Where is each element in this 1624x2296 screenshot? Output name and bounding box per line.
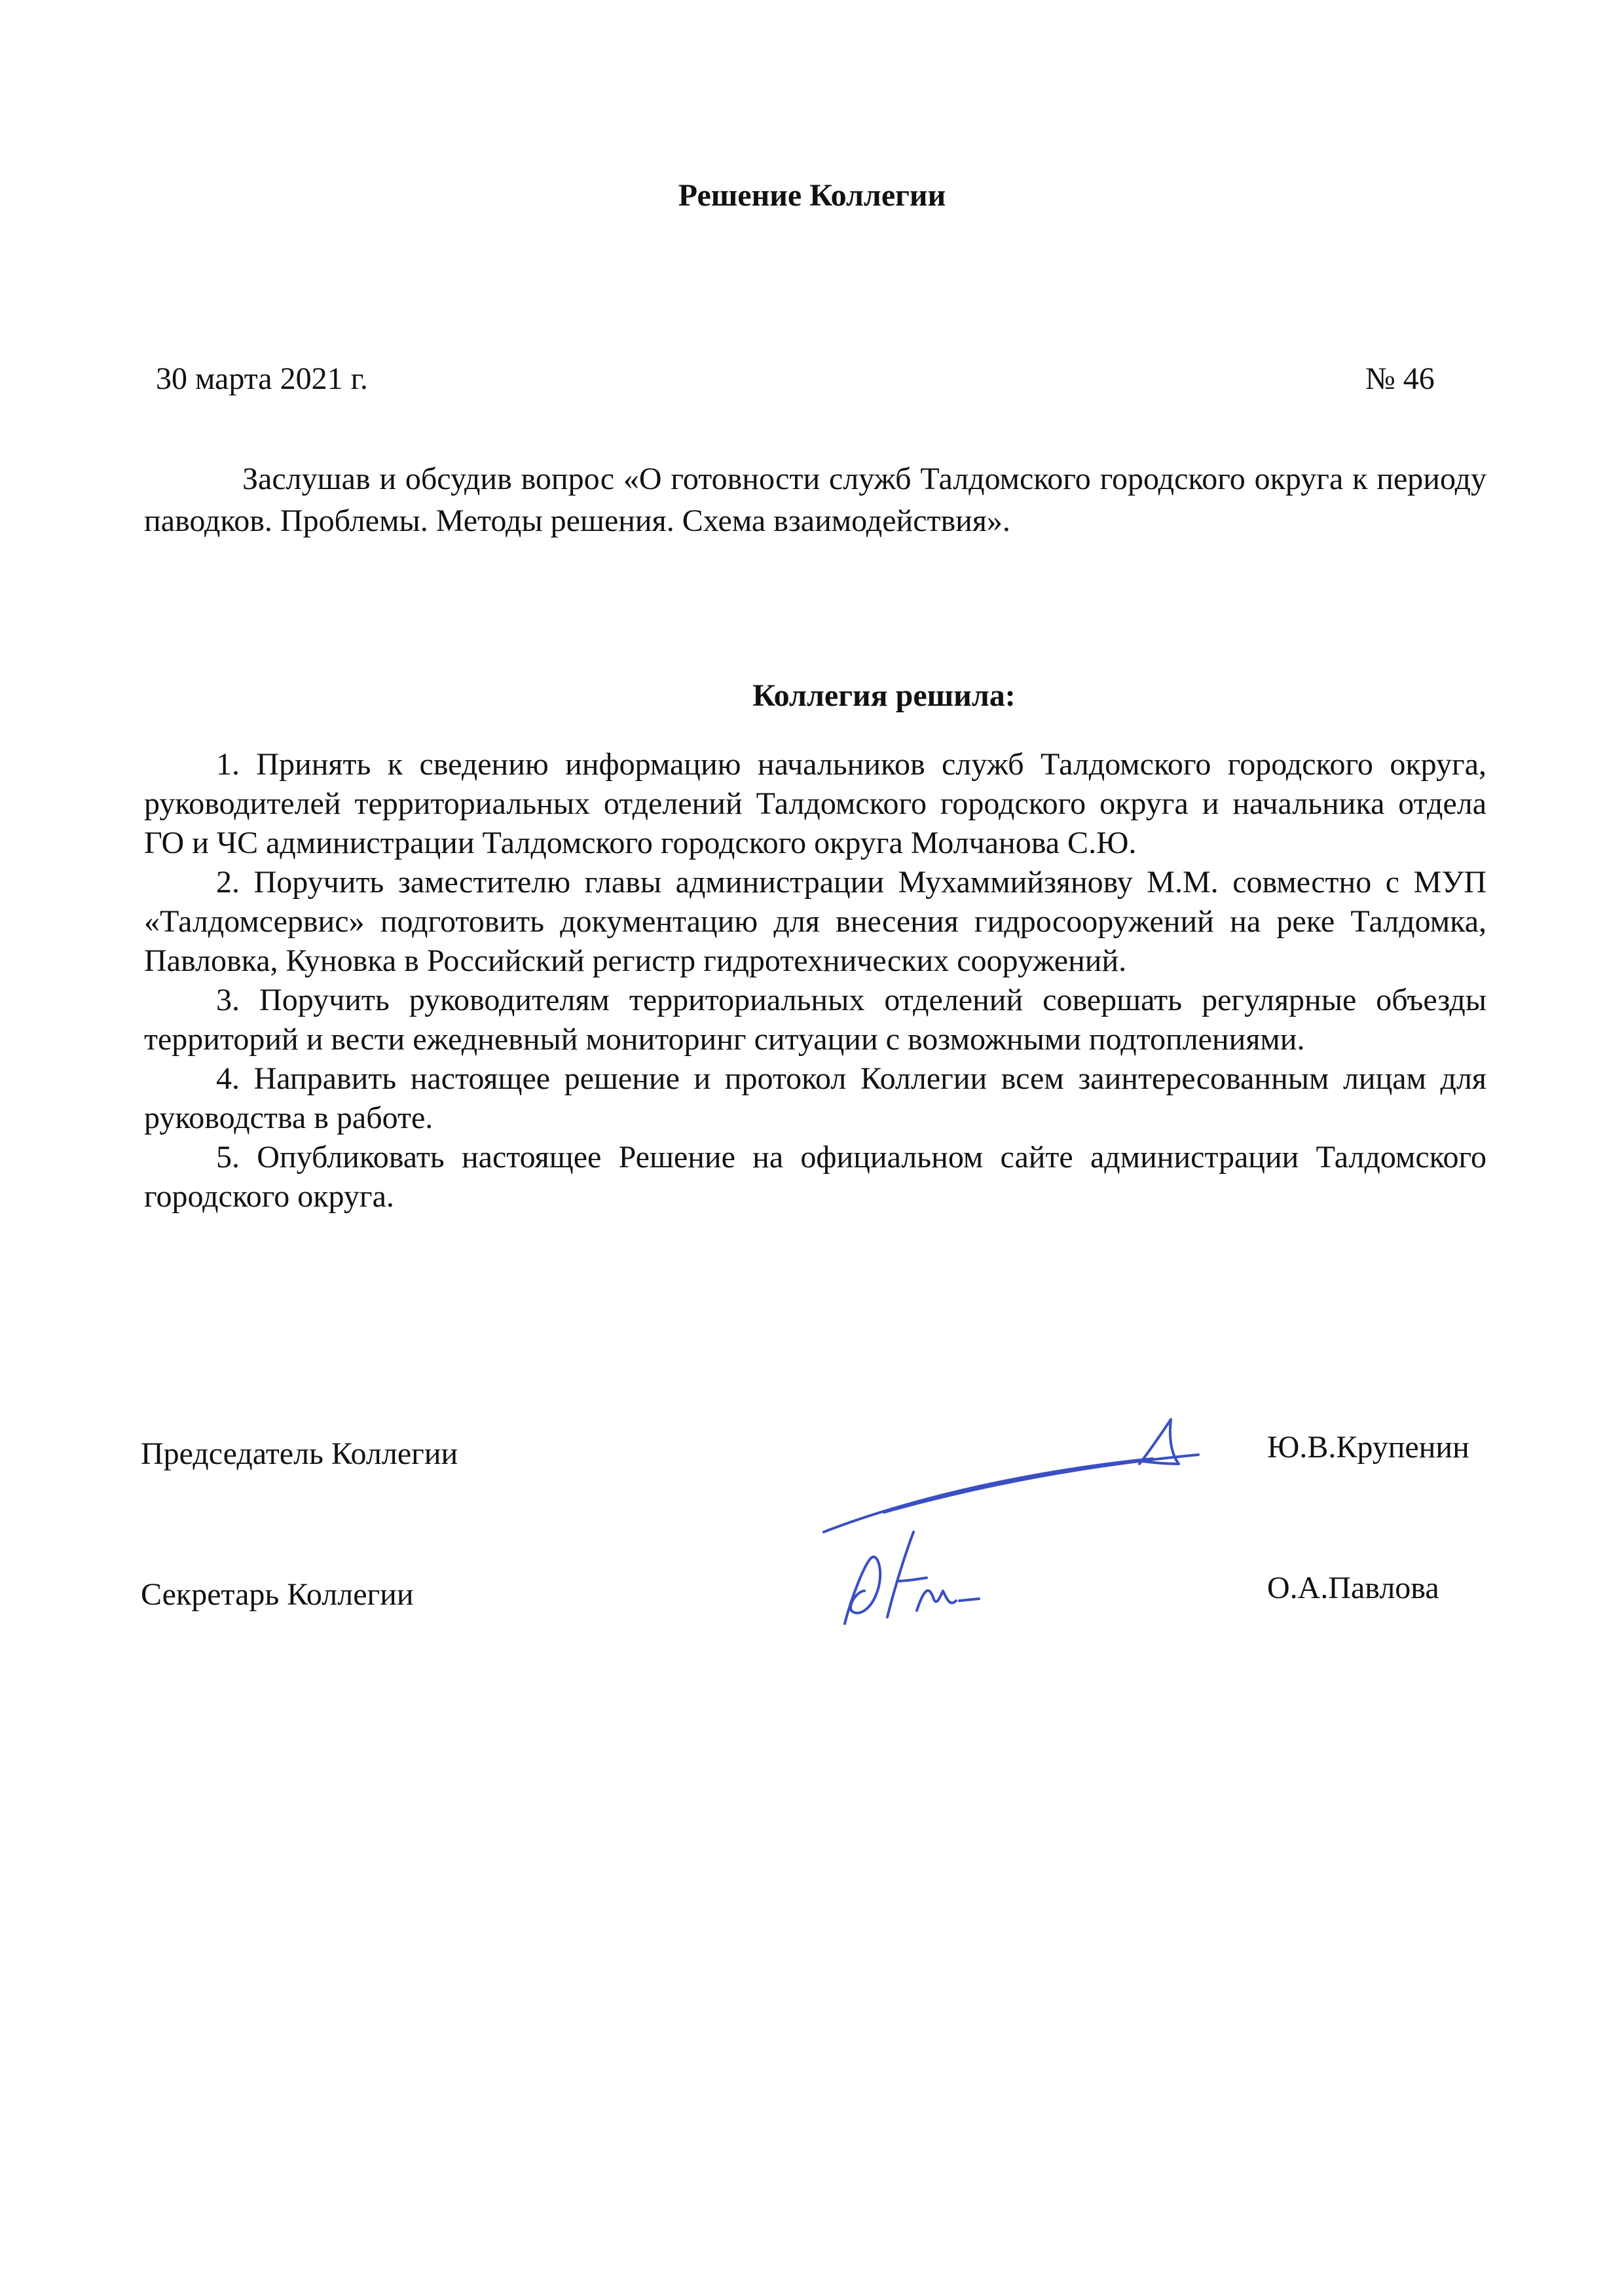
decision-item-1: 1. Принять к сведению информацию начальников служб Талдомского городского округа, руководителей территориальных отделений Талдомского городского округа и начальника отдела ГО и ЧС администрации Талдомского городского округа Молчанова С.Ю. (144, 747, 1486, 860)
decided-heading: Коллегия решила: (752, 678, 1016, 713)
secretary-signature (825, 1519, 982, 1637)
decision-item-4: 4. Направить настоящее решение и протокол Коллегии всем заинтересованным лицам для руководства в работе. (144, 1061, 1486, 1135)
decision-list (144, 745, 1486, 1216)
secretary-name: О.А.Павлова (1267, 1571, 1439, 1605)
chair-name: Ю.В.Крупенин (1267, 1430, 1469, 1465)
decision-item-5: 5. Опубликовать настоящее Решение на официальном сайте администрации Талдомского городского округа. (144, 1140, 1486, 1214)
chair-label: Председатель Коллегии (141, 1436, 458, 1471)
decision-item-2: 2. Поручить заместителю главы администрации Мухаммийзянову М.М. совместно с МУП «Талдомсервис» подготовить документацию для внесения гидросооружений на реке Талдомка, Павловка, Куновка в Российский регистр гидротехнических сооружений. (144, 865, 1486, 978)
intro-paragraph: Заслушав и обсудив вопрос «О готовности служб Талдомского городского округа к периоду паводков. Проблемы. Методы решения. Схема взаимодействия». (144, 462, 1486, 538)
document-number: № 46 (1365, 361, 1435, 396)
document-title: Решение Коллегии (678, 178, 946, 213)
document-date: 30 марта 2021 г. (156, 361, 368, 396)
decision-item-3: 3. Поручить руководителям территориальных отделений совершать регулярные объезды территорий и вести ежедневный мониторинг ситуации с возможными подтоплениями. (144, 983, 1486, 1057)
secretary-label: Секретарь Коллегии (141, 1577, 414, 1612)
